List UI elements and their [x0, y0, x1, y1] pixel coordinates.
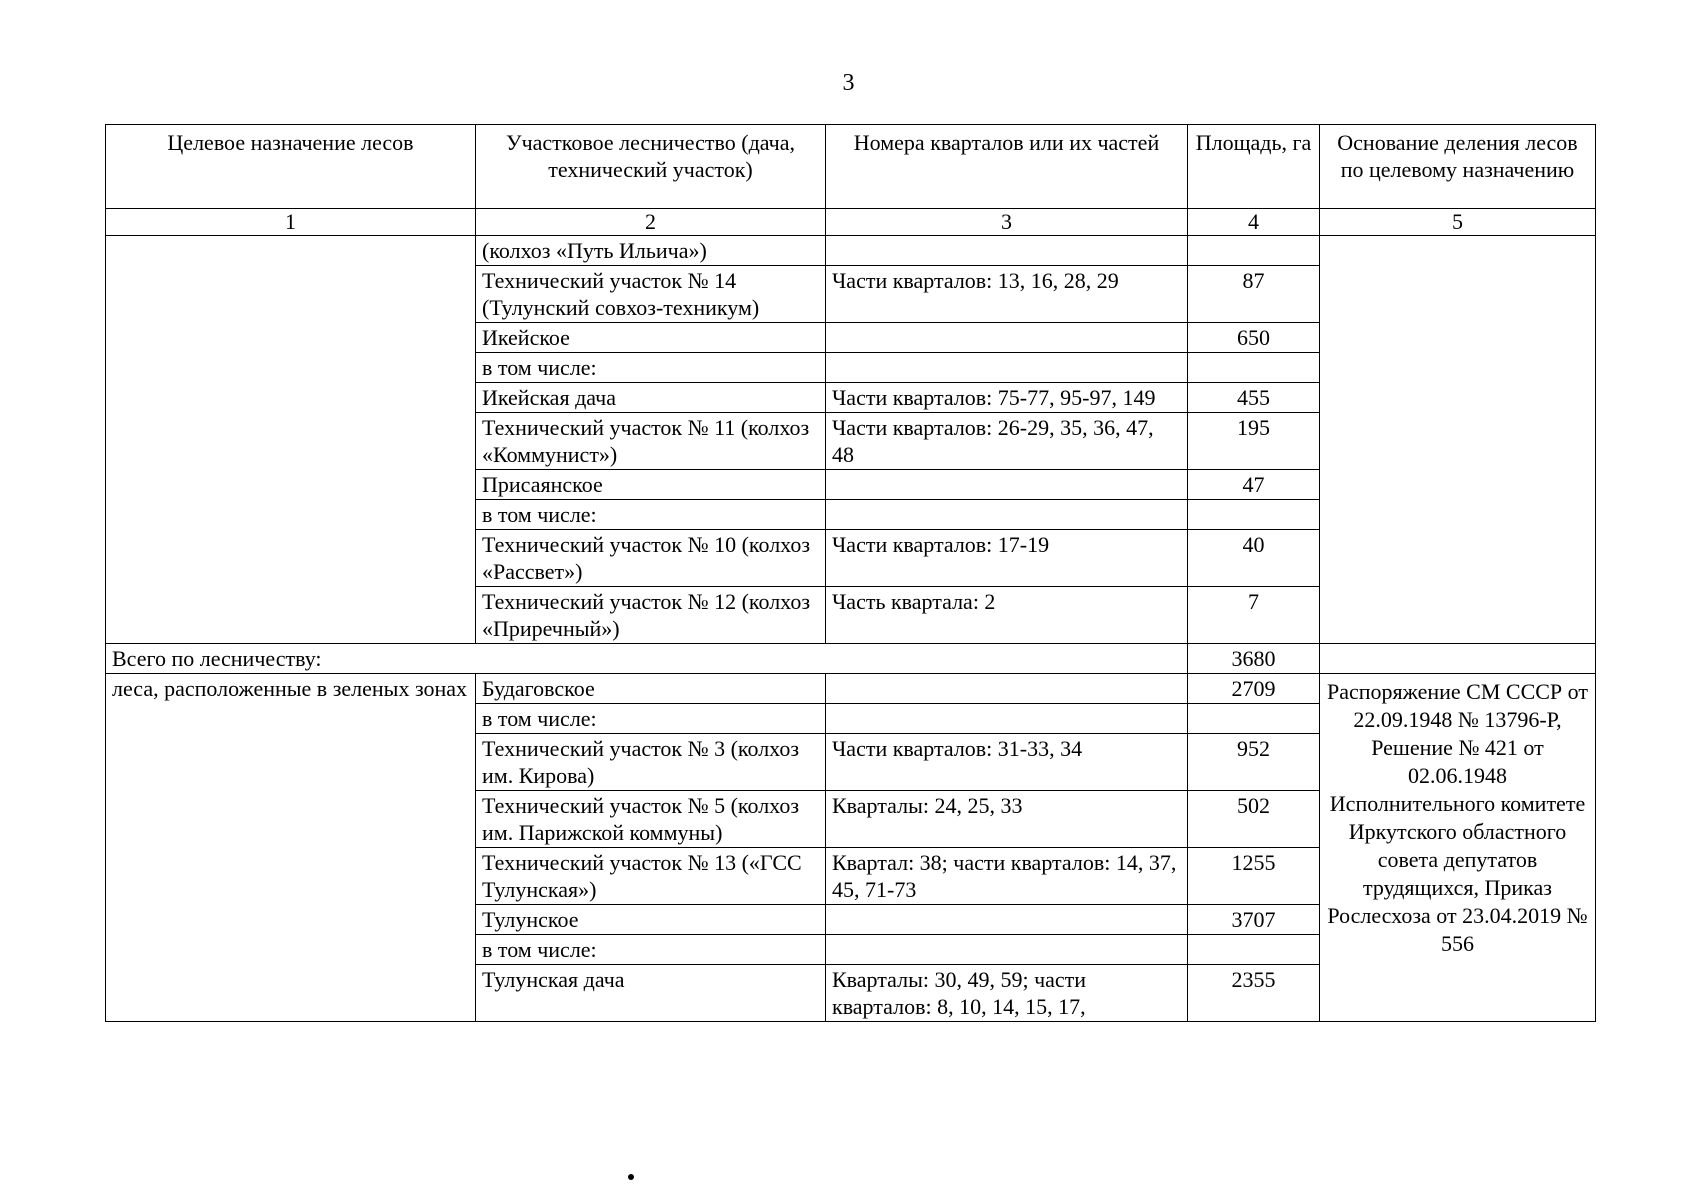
forestry-cell: Технический участок № 5 (колхоз им. Парижской коммуны) [476, 791, 826, 848]
quarters-cell: Кварталы: 24, 25, 33 [826, 791, 1188, 848]
forestry-cell: (колхоз «Путь Ильича») [476, 236, 826, 266]
area-cell: 47 [1188, 470, 1320, 500]
area-cell: 455 [1188, 383, 1320, 413]
forestry-cell: в том числе: [476, 935, 826, 965]
total-label: Всего по лесничеству: [106, 644, 1188, 674]
area-cell [1188, 935, 1320, 965]
forestry-cell: в том числе: [476, 500, 826, 530]
header-purpose: Целевое назначение лесов [106, 125, 476, 209]
forestry-cell: Присаянское [476, 470, 826, 500]
area-cell: 952 [1188, 734, 1320, 791]
quarters-cell [826, 935, 1188, 965]
quarters-cell [826, 674, 1188, 704]
quarters-cell [826, 905, 1188, 935]
forestry-cell: Икейское [476, 323, 826, 353]
area-cell: 87 [1188, 266, 1320, 323]
area-cell [1188, 704, 1320, 734]
column-number-row [106, 209, 1596, 236]
area-cell: 40 [1188, 530, 1320, 587]
basis-cell [1320, 236, 1596, 644]
quarters-cell [826, 353, 1188, 383]
quarters-cell: Части кварталов: 13, 16, 28, 29 [826, 266, 1188, 323]
area-cell: 2355 [1188, 965, 1320, 1022]
forestry-cell: Технический участок № 14 (Тулунский совхоз-техникум) [476, 266, 826, 323]
forestry-cell: Икейская дача [476, 383, 826, 413]
forestry-cell: Тулунская дача [476, 965, 826, 1022]
quarters-cell [826, 470, 1188, 500]
area-cell: 2709 [1188, 674, 1320, 704]
header-row [106, 125, 1596, 209]
area-cell: 195 [1188, 413, 1320, 470]
quarters-cell: Части кварталов: 31-33, 34 [826, 734, 1188, 791]
column-number: 2 [476, 209, 826, 236]
forestry-cell: Технический участок № 11 (колхоз «Коммунист») [476, 413, 826, 470]
quarters-cell [826, 704, 1188, 734]
header-quarters: Номера кварталов или их частей [826, 125, 1188, 209]
table-row [106, 236, 1596, 266]
column-number: 3 [826, 209, 1188, 236]
quarters-cell [826, 323, 1188, 353]
quarters-cell [826, 500, 1188, 530]
page-number: 3 [842, 70, 855, 96]
quarters-cell: Части кварталов: 75-77, 95-97, 149 [826, 383, 1188, 413]
total-row [106, 644, 1596, 674]
quarters-cell: Квартал: 38; части кварталов: 14, 37, 45, 71-73 [826, 848, 1188, 905]
table-row [106, 674, 1596, 704]
forestry-cell: в том числе: [476, 353, 826, 383]
quarters-cell: Часть квартала: 2 [826, 587, 1188, 644]
area-cell [1188, 500, 1320, 530]
stray-dot [628, 1174, 634, 1180]
forestry-cell: Будаговское [476, 674, 826, 704]
area-cell: 7 [1188, 587, 1320, 644]
area-cell: 1255 [1188, 848, 1320, 905]
header-basis: Основание деления лесов по целевому назначению [1320, 125, 1596, 209]
forest-purpose-table [105, 124, 1596, 1022]
area-cell: 502 [1188, 791, 1320, 848]
forestry-cell: Технический участок № 10 (колхоз «Рассвет») [476, 530, 826, 587]
quarters-cell: Части кварталов: 26-29, 35, 36, 47, 48 [826, 413, 1188, 470]
header-area: Площадь, га [1188, 125, 1320, 209]
area-cell [1188, 353, 1320, 383]
column-number: 4 [1188, 209, 1320, 236]
area-cell: 3707 [1188, 905, 1320, 935]
quarters-cell [826, 236, 1188, 266]
header-forestry: Участковое лесничество (дача, технический участок) [476, 125, 826, 209]
forestry-cell: Технический участок № 13 («ГСС Тулунская») [476, 848, 826, 905]
area-cell [1188, 236, 1320, 266]
purpose-cell: леса, расположенные в зеленых зонах [106, 674, 476, 1022]
forestry-cell: Технический участок № 3 (колхоз им. Кирова) [476, 734, 826, 791]
quarters-cell: Кварталы: 30, 49, 59; части кварталов: 8, 10, 14, 15, 17, [826, 965, 1188, 1022]
total-area: 3680 [1188, 644, 1320, 674]
table-body [106, 125, 1596, 1022]
total-basis [1320, 644, 1596, 674]
purpose-cell [106, 236, 476, 644]
forestry-cell: Тулунское [476, 905, 826, 935]
column-number: 1 [106, 209, 476, 236]
area-cell: 650 [1188, 323, 1320, 353]
forestry-cell: Технический участок № 12 (колхоз «Приречный») [476, 587, 826, 644]
basis-cell: Распоряжение СМ СССР от 22.09.1948 № 13796-Р, Решение № 421 от 02.06.1948 Исполнительного комитете Иркутского областного совета депутатов трудящихся, Приказ Рослесхоза от 23.04.2019 № 556 [1320, 674, 1596, 1022]
forestry-cell: в том числе: [476, 704, 826, 734]
column-number: 5 [1320, 209, 1596, 236]
quarters-cell: Части кварталов: 17-19 [826, 530, 1188, 587]
